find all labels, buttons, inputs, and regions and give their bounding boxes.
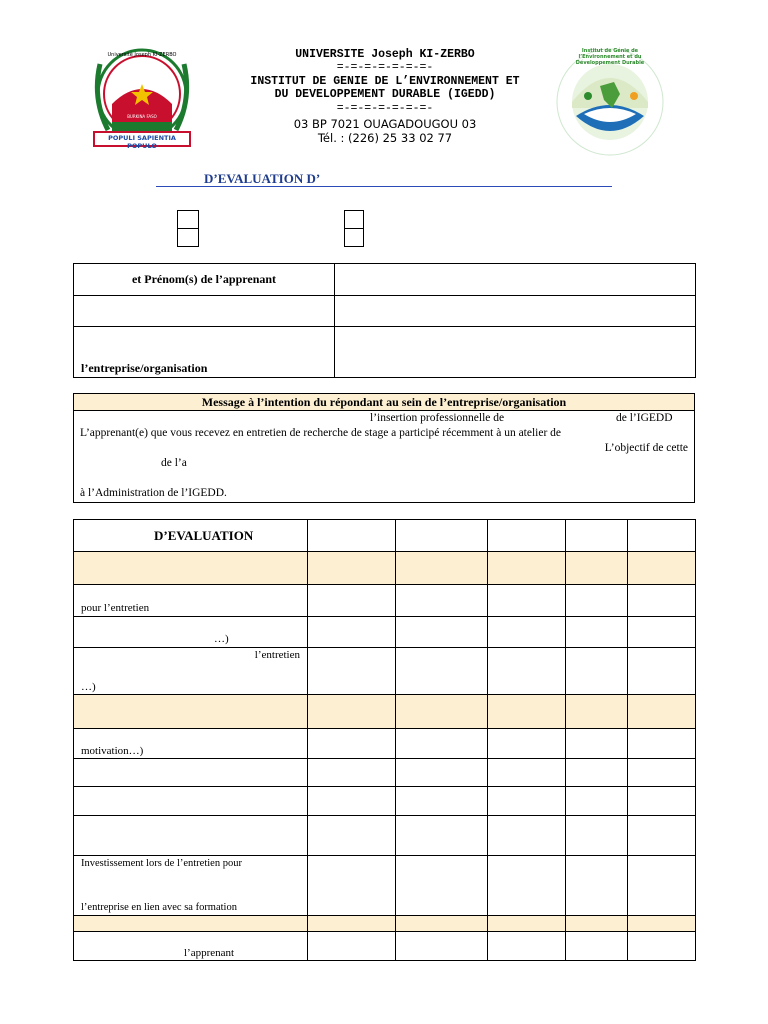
identity-label-2 (74, 296, 335, 327)
university-logo (86, 44, 198, 156)
eval-row-label: Investissement lors de l’entretien pour (81, 858, 242, 869)
eval-row (74, 932, 308, 961)
eval-row (74, 585, 308, 617)
message-box (73, 393, 695, 503)
identity-table (73, 263, 696, 378)
identity-value-2[interactable] (335, 296, 696, 327)
address: 03 BP 7021 OUAGADOUGOU 03 (293, 117, 477, 131)
logo-top-text: Université Joseph KI-ZERBO (107, 52, 177, 58)
identity-label-name-text: et Prénom(s) de l’apprenant (131, 272, 277, 286)
identity-value-name[interactable] (335, 264, 696, 296)
checkbox-1[interactable] (177, 210, 199, 229)
eval-row (74, 648, 308, 695)
message-title: Message à l’intention du répondant au sein de l’entreprise/organisation (201, 395, 567, 409)
eval-row-label: pour l’entretien (81, 602, 150, 614)
checkbox-2[interactable] (177, 228, 199, 247)
eval-section-row-2 (74, 695, 308, 729)
eval-section-row-1 (74, 552, 308, 585)
identity-label-name (74, 264, 335, 296)
message-line5: à l’Administration de l’IGEDD. (80, 487, 227, 499)
igedd-logo (554, 46, 666, 158)
eval-header: D’EVALUATION (154, 527, 254, 543)
checkbox-3[interactable] (344, 210, 364, 229)
eval-row (74, 787, 308, 816)
evaluation-table (73, 519, 696, 961)
university-name: UNIVERSITE Joseph KI-ZERBO (295, 48, 475, 61)
message-line1b: de l’IGEDD (616, 412, 673, 424)
logo-motto: POPULI SAPIENTIA POPULO (108, 134, 176, 150)
eval-row (74, 759, 308, 787)
eval-row-label: l’entreprise en lien avec sa formation (81, 902, 237, 913)
eval-row (74, 816, 308, 856)
eval-section-row-3 (74, 916, 308, 932)
header-separator-2: =-=-=-=-=-=-=- (336, 102, 434, 115)
phone: Tél. : (226) 25 33 02 77 (317, 131, 453, 145)
eval-header-col-3 (488, 520, 566, 552)
message-line3: L’objectif de cette (604, 442, 688, 454)
igedd-ring-text: Institut de Génie de l’Environnement et du Développement Durable (575, 48, 645, 66)
eval-row (74, 729, 308, 759)
eval-row-label: …) (214, 633, 229, 645)
title-underline (156, 186, 612, 187)
identity-label-organisation-text: l’entreprise/organisation (81, 361, 208, 375)
eval-row-label: motivation…) (81, 745, 144, 757)
message-line2: L’apprenant(e) que vous recevez en entretien de recherche de stage a participé récemment à un atelier de (80, 427, 562, 439)
logo-country-text: BURKINA FASO (127, 114, 157, 119)
message-line1a: l’insertion professionnelle de (370, 412, 505, 424)
eval-row (74, 617, 308, 648)
message-line4: de l’a (161, 457, 187, 469)
eval-header-col-2 (396, 520, 488, 552)
eval-row-label: l’apprenant (184, 947, 235, 959)
eval-header-cell (74, 520, 308, 552)
eval-header-col-5 (628, 520, 696, 552)
identity-value-organisation[interactable] (335, 327, 696, 378)
institute-name-line2: DU DEVELOPPEMENT DURABLE (IGEDD) (274, 88, 496, 101)
checkbox-4[interactable] (344, 228, 364, 247)
eval-header-col-1 (308, 520, 396, 552)
eval-row-label: l’entretien (254, 649, 300, 661)
eval-row-label: …) (81, 681, 96, 693)
institute-name-line1: INSTITUT DE GENIE DE L’ENVIRONNEMENT ET (250, 75, 520, 88)
eval-row (74, 856, 308, 916)
header-separator-1: =-=-=-=-=-=-=- (336, 61, 434, 74)
eval-header-col-4 (566, 520, 628, 552)
identity-label-organisation (74, 327, 335, 378)
form-title: D’EVALUATION D’ (204, 171, 321, 186)
